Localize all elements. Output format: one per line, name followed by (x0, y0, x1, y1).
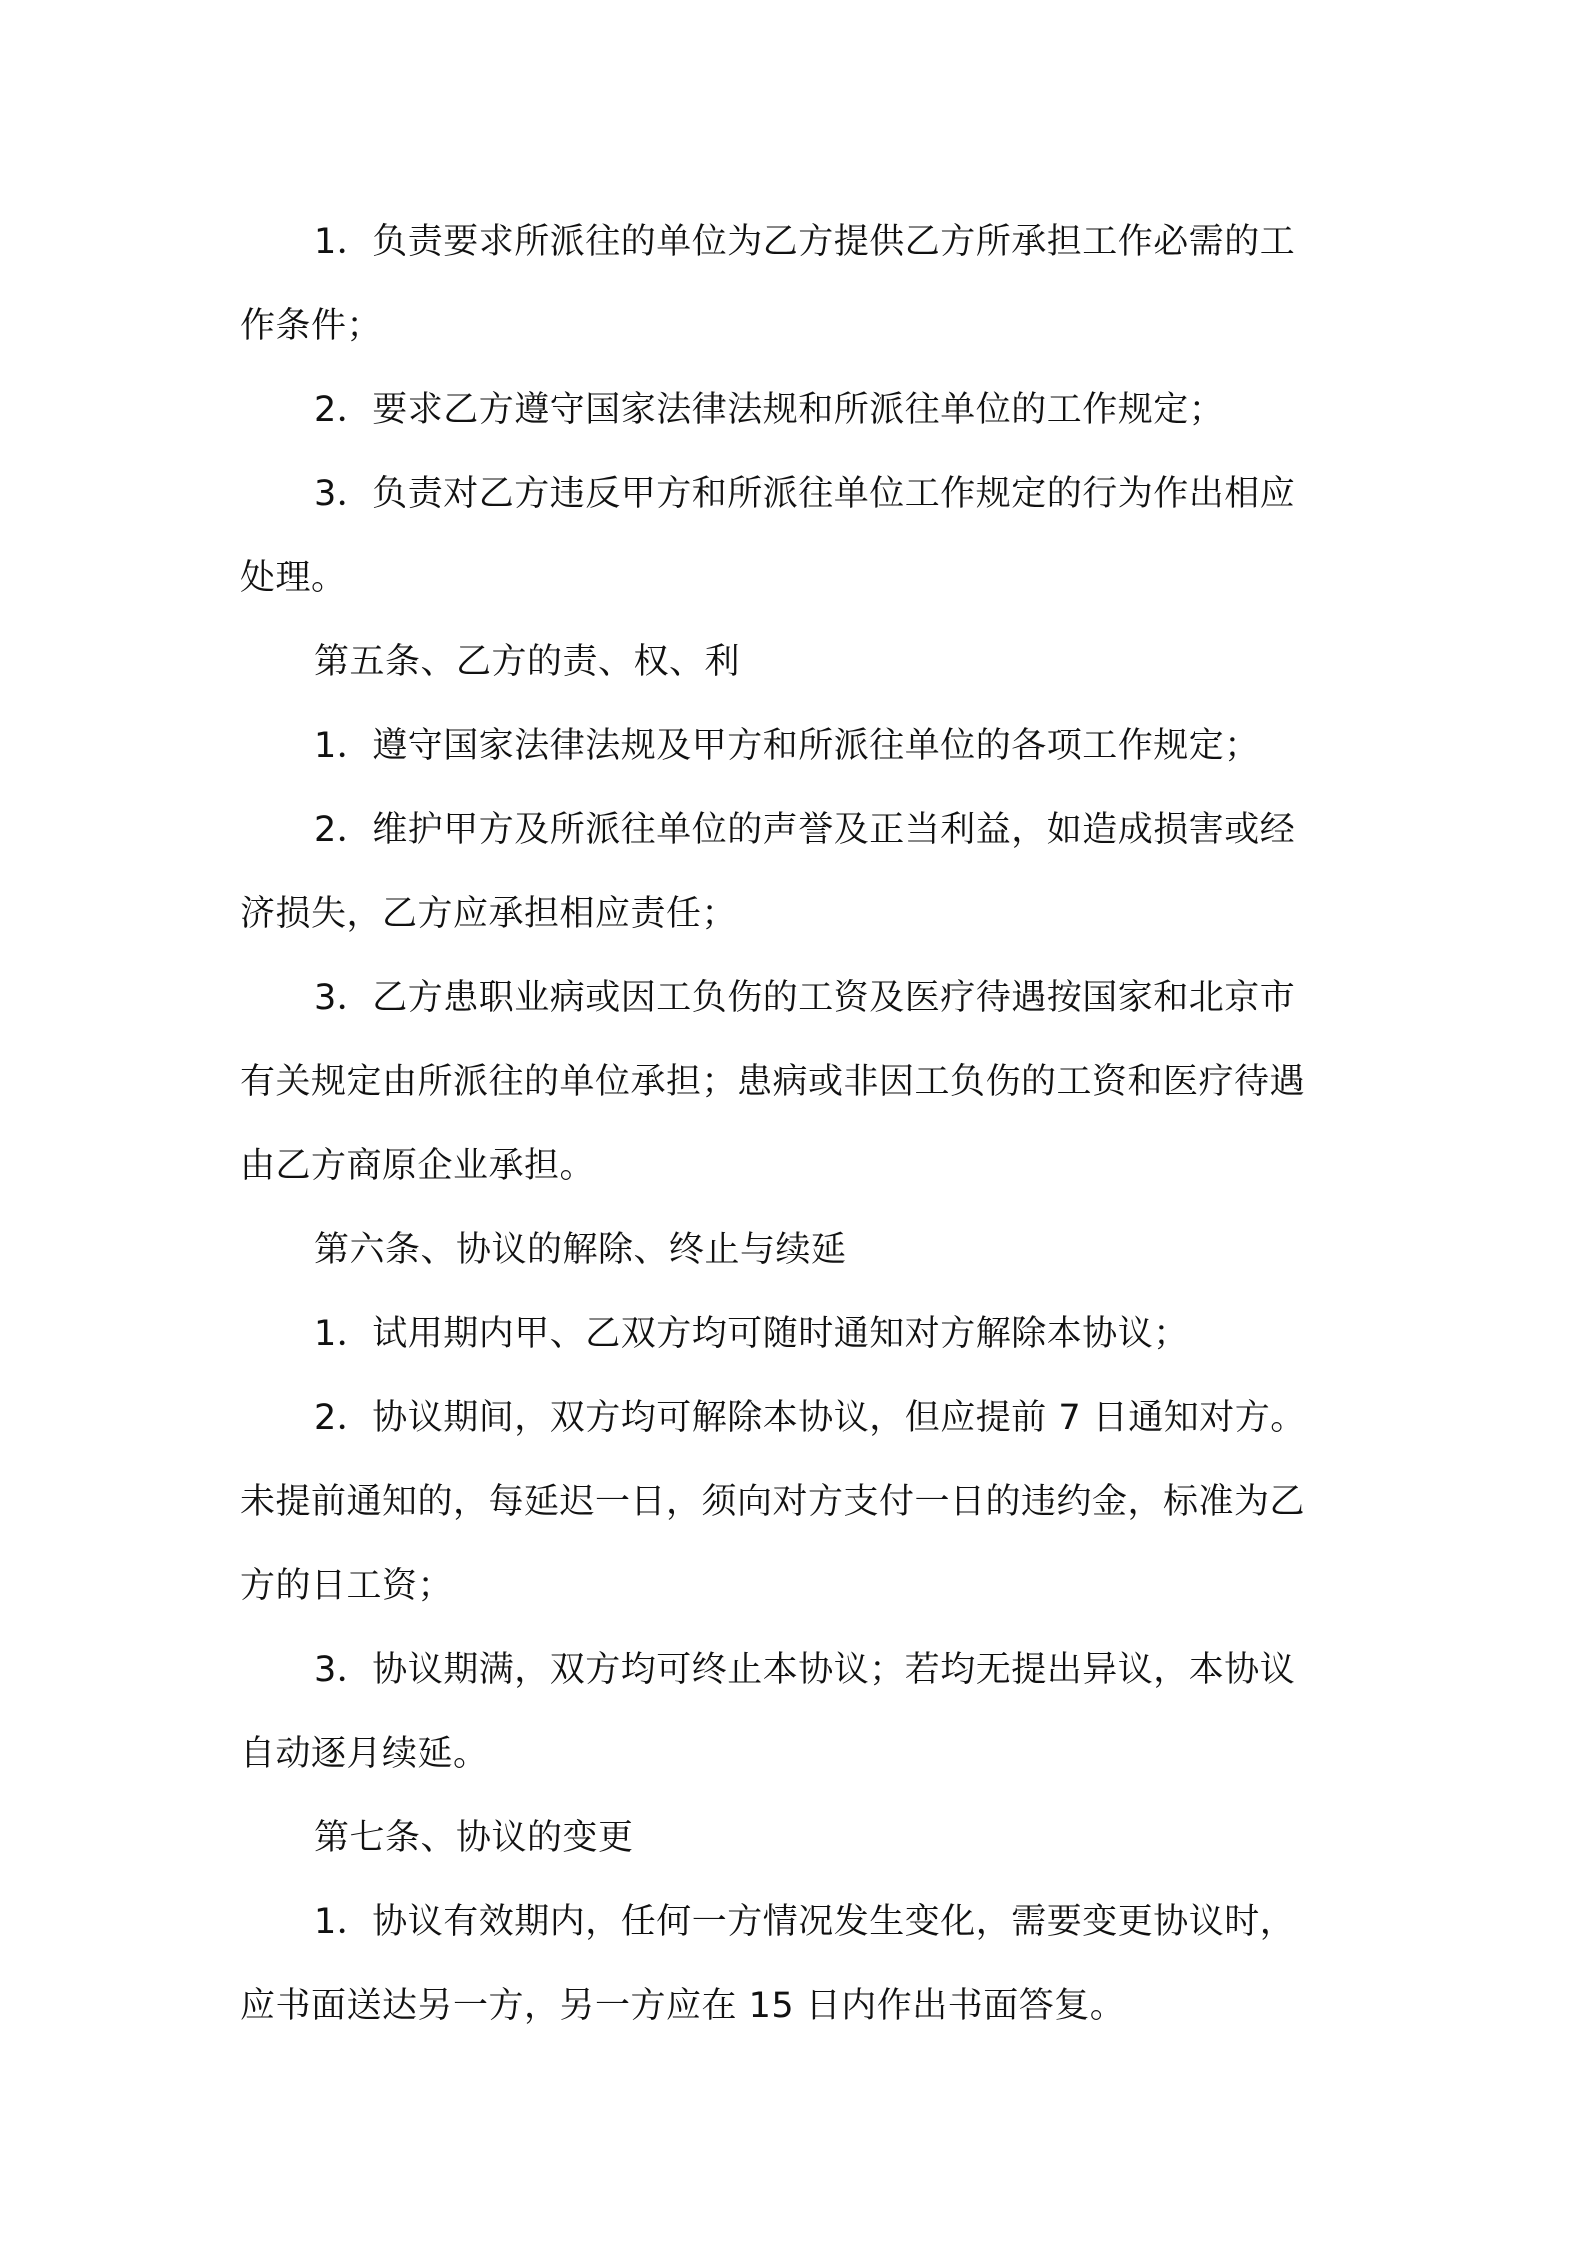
text-line: 1．协议有效期内，任何一方情况发生变化，需要变更协议时， (314, 1902, 1296, 1942)
section-heading: 第六条、协议的解除、终止与续延 (314, 1230, 847, 1270)
text-line: 未提前通知的，每延迟一日，须向对方支付一日的违约金，标准为乙 (240, 1482, 1306, 1522)
section-heading: 第七条、协议的变更 (314, 1818, 634, 1858)
text-line: 3．协议期满，双方均可终止本协议；若均无提出异议，本协议 (314, 1650, 1296, 1690)
text-line: 方的日工资； (240, 1566, 454, 1606)
text-line: 由乙方商原企业承担。 (240, 1146, 596, 1186)
text-line: 有关规定由所派往的单位承担；患病或非因工负伤的工资和医疗待遇 (240, 1062, 1306, 1102)
section-heading: 第五条、乙方的责、权、利 (314, 642, 741, 682)
text-line: 1．遵守国家法律法规及甲方和所派往单位的各项工作规定； (314, 726, 1260, 766)
text-line: 2．协议期间，双方均可解除本协议，但应提前 7 日通知对方。 (314, 1398, 1306, 1438)
text-line: 1．负责要求所派往的单位为乙方提供乙方所承担工作必需的工 (314, 222, 1296, 262)
text-line: 作条件； (240, 306, 383, 346)
text-line: 3．负责对乙方违反甲方和所派往单位工作规定的行为作出相应 (314, 474, 1296, 514)
document-body (240, 200, 1360, 2048)
text-line: 济损失，乙方应承担相应责任； (240, 894, 738, 934)
text-line: 1．试用期内甲、乙双方均可随时通知对方解除本协议； (314, 1314, 1189, 1354)
text-line: 应书面送达另一方，另一方应在 15 日内作出书面答复。 (240, 1986, 1126, 2026)
text-line: 2．要求乙方遵守国家法律法规和所派往单位的工作规定； (314, 390, 1225, 430)
text-line: 处理。 (240, 558, 347, 598)
text-line: 2．维护甲方及所派往单位的声誉及正当利益，如造成损害或经 (314, 810, 1296, 850)
text-line: 3．乙方患职业病或因工负伤的工资及医疗待遇按国家和北京市 (314, 978, 1296, 1018)
text-line: 自动逐月续延。 (240, 1734, 489, 1774)
